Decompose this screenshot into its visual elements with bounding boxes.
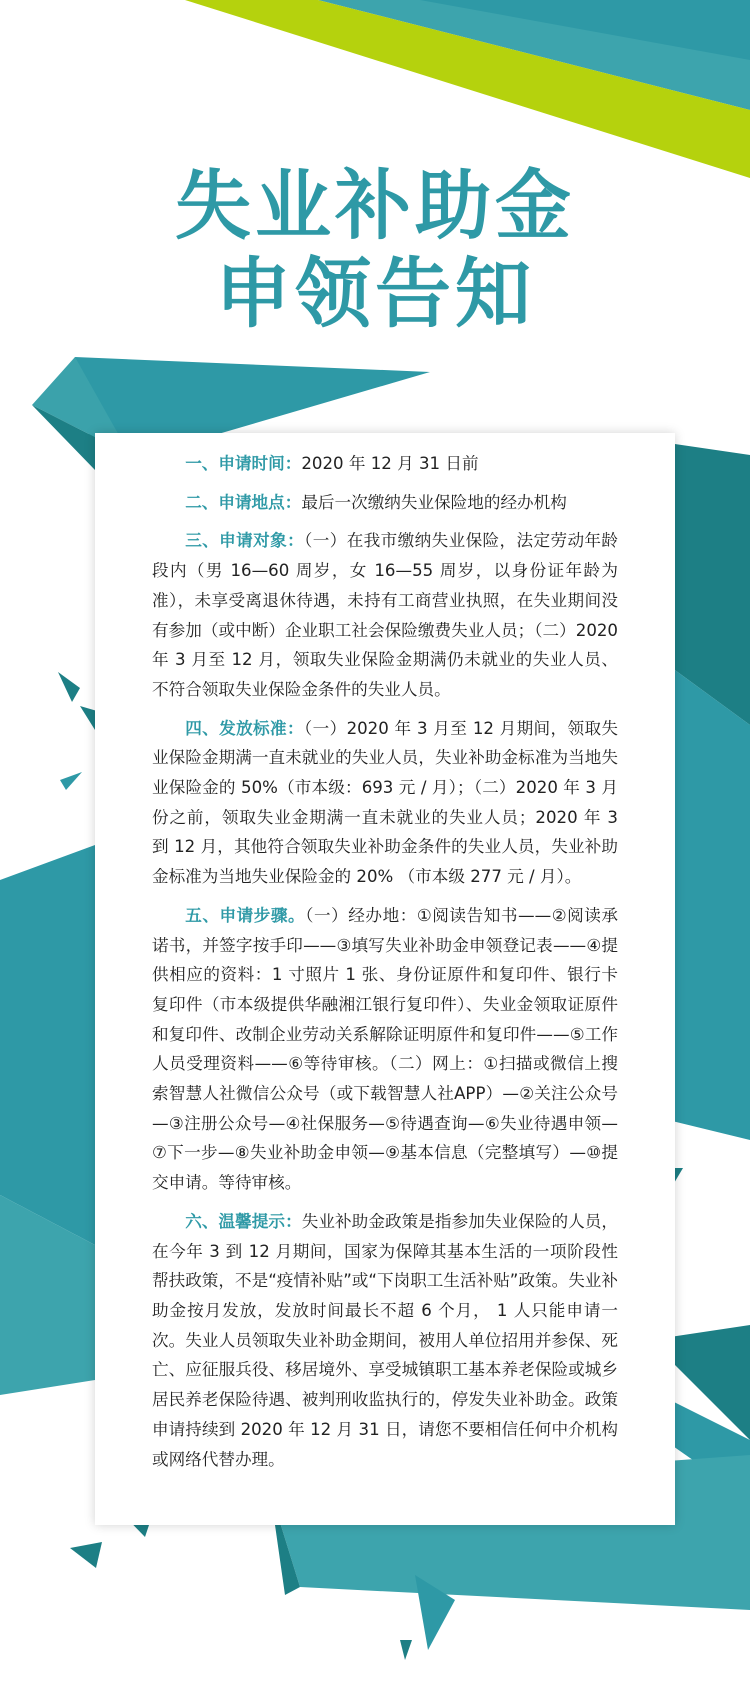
section-standard: [152, 714, 618, 892]
section-label: 二、申请地点：: [185, 492, 302, 512]
section-text: （一）2020 年 3 月至 12 月期间，领取失业保险金期满一直未就业的失业人员，失业补助金标准为当地失业保险金的 50%（市本级：693 元 / 月）；（二）2020 年 3 月份之前，领取失业金期满一直未就业的失业人员；2020 年 3 到 12 月，其他符合领取失业补助金条件的失业人员，失业补助金标准为当地失业保险金的 20% （市本级 277 元 / 月）。: [152, 718, 619, 887]
section-text: （一）在我市缴纳失业保险，法定劳动年龄段内（男 16—60 周岁，女 16—55 周岁，以身份证年龄为准），未享受离退休待遇，未持有工商营业执照，在失业期间没有参加（或中断）企业职工社会保险缴费失业人员；（二）2020 年 3 月至 12 月，领取失业保险金期满仍未就业的失业人员、不符合领取失业保险金条件的失业人员。: [152, 531, 619, 699]
section-steps: [152, 901, 618, 1198]
section-label: 三、申请对象：: [185, 531, 305, 551]
section-apply-place: [152, 488, 618, 518]
page-title-line2: 申领告知: [215, 249, 535, 338]
notice-content: [152, 449, 618, 1483]
section-eligibility: [152, 526, 618, 704]
section-label: 六、温馨提示：: [185, 1211, 302, 1231]
section-tips: [152, 1207, 618, 1474]
section-label: 四、发放标准：: [185, 718, 304, 738]
section-apply-time: [152, 449, 618, 479]
page-title-line1: 失业补助金: [175, 161, 575, 250]
section-text: 2020 年 12 月 31 日前: [301, 454, 479, 473]
section-text: （一）经办地：①阅读告知书——②阅读承诺书，并签字按手印——③填写失业补助金申领登记表——④提供相应的资料：1 寸照片 1 张、身份证原件和复印件、银行卡复印件（市本级提供华融湘江银行复印件）、失业金领取证原件和复印件、改制企业劳动关系解除证明原件和复印件——⑤工作人员受理资料——⑥等待审核。（二）网上：①扫描或微信上搜索智慧人社微信公众号（或下载智慧人社APP）—②关注公众号—③注册公众号—④社保服务—⑤待遇查询—⑥失业待遇申领—⑦下一步—⑧失业补助金申领—⑨基本信息（完整填写）—⑩提交申请。等待审核。: [152, 905, 619, 1193]
section-text: 失业补助金政策是指参加失业保险的人员，在今年 3 到 12 月期间，国家为保障其基本生活的一项阶段性帮扶政策，不是“疫情补贴”或“下岗职工生活补贴”政策。失业补助金按月发放，发放时间最长不超 6 个月， 1 人只能申请一次。失业人员领取失业补助金期间，被用人单位招用并参保、死亡、应征服兵役、移居境外、享受城镇职工基本养老保险或城乡居民养老保险待遇、被判刑收监执行的，停发失业补助金。政策申请持续到 2020 年 12 月 31 日，请您不要相信任何中介机构或网络代替办理。: [152, 1211, 619, 1469]
left-side-shards: [58, 672, 80, 702]
section-label: 五、申请步骤。: [185, 905, 306, 925]
section-label: 一、申请时间：: [185, 454, 302, 473]
section-text: 最后一次缴纳失业保险地的经办机构: [301, 492, 567, 512]
